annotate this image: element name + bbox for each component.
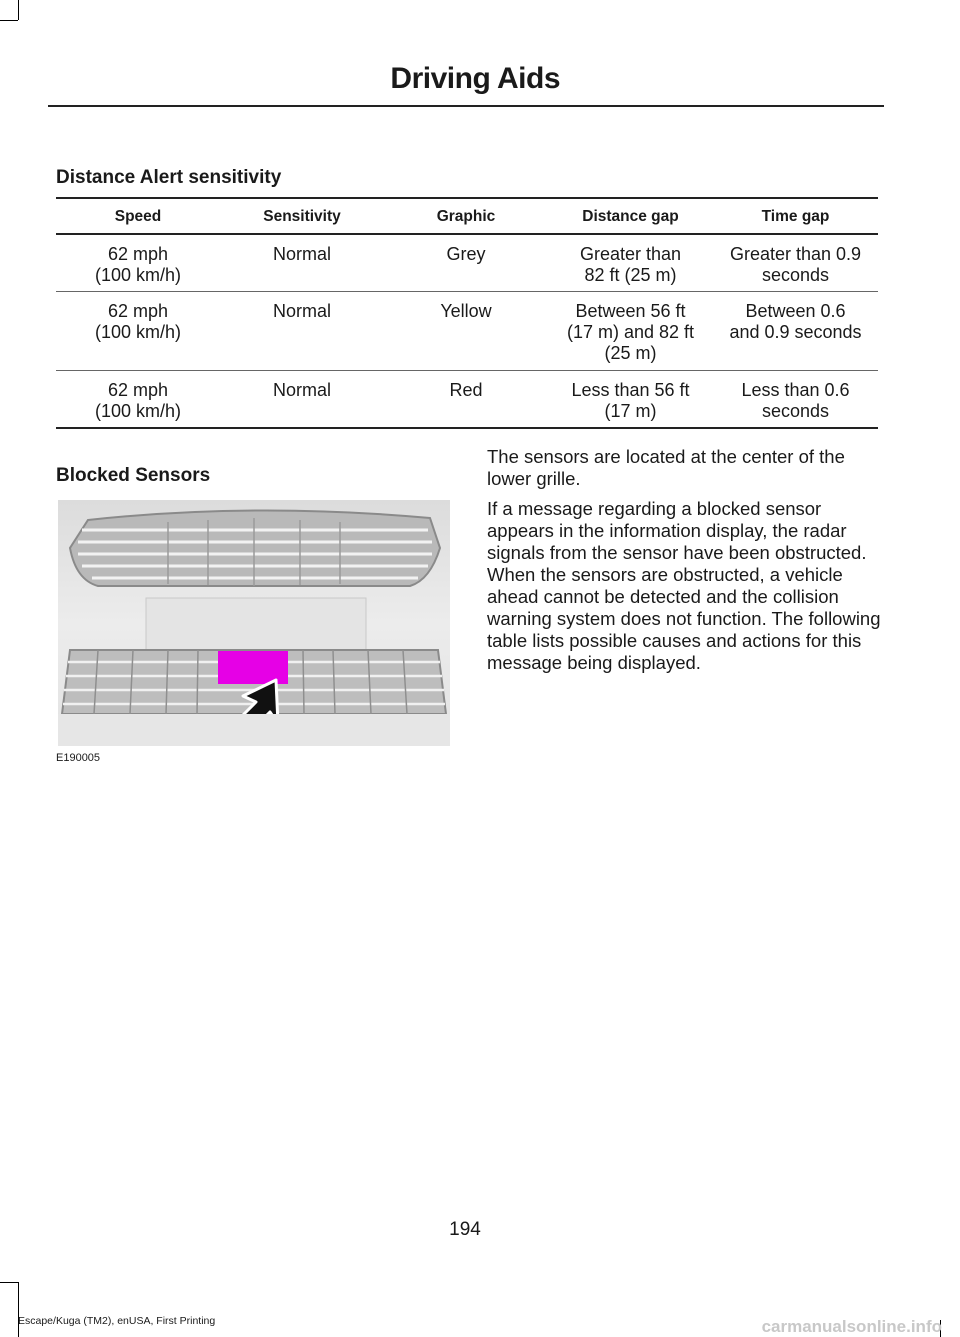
table-cell: Yellow: [440, 300, 492, 321]
body-paragraph: If a message regarding a blocked sensor appears in the information display, the radar signals from the sensor have been obstructed. When the sensors are obstructed, a vehicle ahead cannot be detected and the collision warning system does not function. The following table lists possible causes and actions for this message being displayed.: [487, 498, 881, 673]
grille-illustration-svg: [58, 500, 450, 746]
blocked-sensors-body: [487, 446, 882, 682]
table-cell: 62 mph (100 km/h): [94, 379, 182, 421]
table-row: [56, 234, 878, 291]
section-title: Distance Alert sensitivity: [56, 167, 282, 188]
figure-code: E190005: [56, 752, 101, 764]
column-header: Distance gap: [582, 208, 679, 225]
table-cell: Red: [449, 379, 483, 400]
table-cell: Less than 56 ft (17 m): [571, 379, 690, 421]
crop-mark: [0, 20, 18, 21]
column-header: Speed: [114, 208, 162, 225]
column-header: Graphic: [436, 208, 496, 225]
table-cell: Greater than 82 ft (25 m): [579, 244, 682, 285]
crop-mark: [18, 0, 19, 20]
table-row: [56, 291, 878, 370]
table-cell: Normal: [272, 244, 331, 264]
sensor-highlight: [218, 651, 288, 684]
edition-footer: Escape/Kuga (TM2), enUSA, First Printing: [18, 1315, 216, 1327]
table-row: [56, 370, 878, 428]
table-cell: 62 mph (100 km/h): [94, 300, 182, 342]
watermark: carmanualsonline.info: [761, 1317, 942, 1336]
table-cell: Between 0.6 and 0.9 seconds: [729, 300, 862, 342]
body-paragraph: The sensors are located at the center of the lower grille.: [487, 446, 845, 489]
page-title: Driving Aids: [390, 62, 560, 95]
table-cell: Greater than 0.9 seconds: [729, 244, 862, 285]
sensitivity-table: [56, 197, 878, 429]
table-cell: Between 56 ft (17 m) and 82 ft (25 m): [566, 300, 695, 363]
table-cell: Normal: [272, 300, 331, 321]
table-header-row: [56, 198, 878, 234]
blocked-sensors-title: Blocked Sensors: [56, 465, 211, 486]
crop-mark: [18, 1282, 19, 1337]
table-cell: Normal: [272, 379, 331, 400]
table-cell: Grey: [446, 244, 486, 264]
header-divider: [48, 105, 884, 107]
table-cell: Less than 0.6 seconds: [741, 379, 850, 421]
column-header: Time gap: [761, 208, 830, 225]
column-header: Sensitivity: [263, 208, 341, 225]
crop-mark: [0, 1282, 18, 1283]
table-cell: 62 mph (100 km/h): [94, 244, 182, 285]
grille-sensor-illustration: [58, 500, 450, 746]
page-number: 194: [449, 1219, 481, 1240]
